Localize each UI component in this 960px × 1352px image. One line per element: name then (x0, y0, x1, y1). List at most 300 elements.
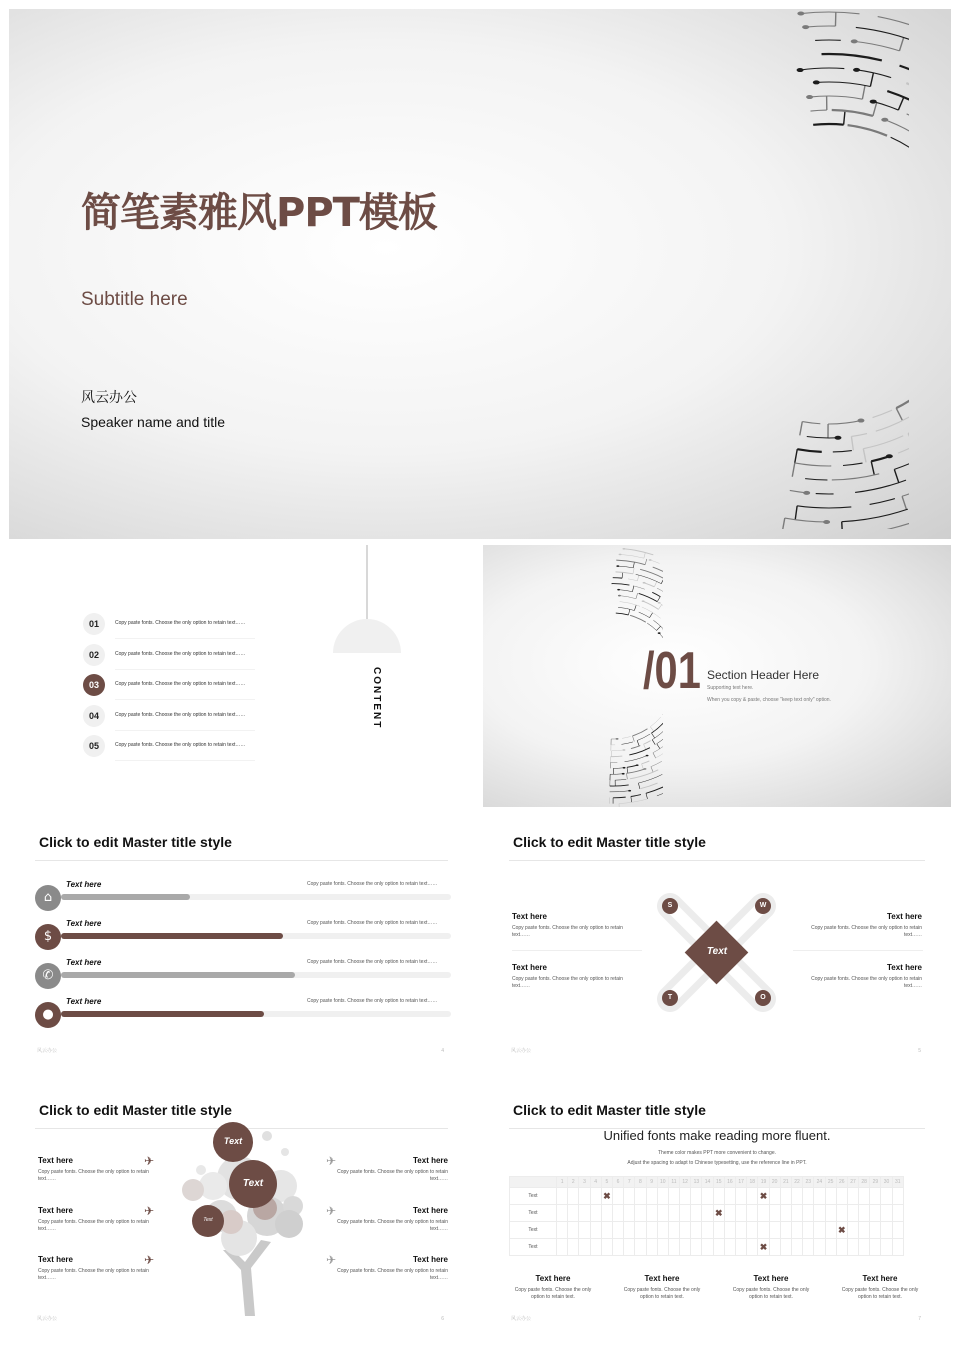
grid-col-header: 25 (825, 1177, 836, 1188)
company-name: 风云办公 (81, 390, 137, 406)
block-desc: Copy paste fonts. Choose the only option to retain text…… (38, 1169, 149, 1182)
footer-page-number: 6 (441, 1316, 444, 1322)
grid-cell[interactable] (646, 1188, 657, 1205)
schedule-grid (509, 1176, 904, 1256)
tree-block-right (326, 1203, 448, 1233)
grid-cell[interactable] (892, 1188, 903, 1205)
grid-cell[interactable] (736, 1239, 747, 1256)
grid-col-header: 9 (646, 1177, 657, 1188)
swot-cross-graphic (483, 822, 951, 1064)
grid-cell[interactable] (590, 1239, 601, 1256)
block-desc: Copy paste fonts. Choose the only option to retain text…… (337, 1218, 448, 1232)
grid-cell[interactable] (758, 1239, 769, 1256)
toc-divider (115, 669, 255, 670)
home-icon: ⌂ (35, 885, 61, 911)
grid-cell[interactable] (612, 1188, 623, 1205)
grid-col-header: 12 (680, 1177, 691, 1188)
grid-row-label: Text (510, 1222, 557, 1239)
block-desc: Copy paste fonts. Choose the only option to retain text…… (337, 1268, 448, 1281)
content-label: CONTENT (371, 667, 382, 730)
footer-left: 风云办公 (511, 1048, 532, 1054)
swot-divider-left (512, 950, 642, 951)
plane-icon: ✈ (144, 1253, 155, 1267)
slide-title-text: Click to edit Master title style (513, 834, 706, 850)
grid-cell[interactable] (635, 1205, 646, 1222)
grid-cell[interactable] (825, 1222, 836, 1239)
grid-col-header: 11 (668, 1177, 679, 1188)
swot-block-left-2 (512, 963, 637, 990)
grid-cell[interactable] (691, 1188, 702, 1205)
block-desc: Copy paste fonts. Choose the only option to retain text…… (512, 925, 623, 938)
grid-col-header: 8 (635, 1177, 646, 1188)
toc-divider (115, 638, 255, 639)
plane-icon: ✈ (326, 1203, 337, 1218)
grid-cell[interactable] (881, 1239, 892, 1256)
x-mark-icon: ✖ (838, 1224, 846, 1235)
grid-cell[interactable] (702, 1188, 713, 1205)
grid-cell[interactable] (736, 1222, 747, 1239)
grid-cell[interactable] (579, 1188, 590, 1205)
grid-cell[interactable] (691, 1205, 702, 1222)
note-desc: Copy paste fonts. Choose the only option to retain text. (841, 1287, 919, 1300)
tree-bubble-top: Text (223, 1136, 243, 1146)
calendar-note (727, 1274, 815, 1301)
grid-cell[interactable] (601, 1205, 612, 1222)
note-label: Text here (644, 1274, 680, 1283)
grid-cell[interactable] (568, 1239, 579, 1256)
grid-cell[interactable] (836, 1222, 847, 1239)
slide-calendar[interactable] (483, 1090, 951, 1332)
grid-cell[interactable] (881, 1205, 892, 1222)
grid-cell[interactable] (814, 1188, 825, 1205)
grid-cell[interactable] (847, 1188, 858, 1205)
grid-cell[interactable] (579, 1239, 590, 1256)
footer-left: 风云办公 (37, 1048, 58, 1054)
x-mark-icon: ✖ (759, 1241, 768, 1252)
grid-cell[interactable] (736, 1188, 747, 1205)
toc-number[interactable]: 03 (83, 674, 105, 696)
calendar-note (509, 1274, 597, 1301)
block-desc: Copy paste fonts. Choose the only option to retain text…… (337, 1169, 448, 1182)
grid-cell[interactable] (601, 1239, 612, 1256)
grid-col-header: 30 (881, 1177, 892, 1188)
grid-col-header: 21 (780, 1177, 791, 1188)
progress-track (61, 894, 451, 900)
grid-row-label: Text (510, 1188, 557, 1205)
row-desc: Copy paste fonts. Choose the only option to retain text…… (307, 920, 438, 926)
grid-cell[interactable] (747, 1205, 758, 1222)
grid-col-header: 18 (747, 1177, 758, 1188)
note-label: Text here (535, 1274, 571, 1283)
grid-cell[interactable] (769, 1239, 780, 1256)
row-label: Text here (66, 919, 102, 928)
grid-cell[interactable] (657, 1222, 668, 1239)
grid-cell[interactable] (814, 1205, 825, 1222)
row-desc: Copy paste fonts. Choose the only option to retain text…… (307, 881, 438, 887)
grid-cell[interactable] (691, 1222, 702, 1239)
grid-cell[interactable] (702, 1222, 713, 1239)
swot-letter-t: T (667, 994, 673, 1001)
block-desc: Copy paste fonts. Choose the only option to retain text…… (38, 1268, 149, 1281)
plane-icon: ✈ (326, 1154, 337, 1168)
grid-cell[interactable] (825, 1188, 836, 1205)
grid-cell[interactable] (758, 1222, 769, 1239)
grid-cell[interactable] (646, 1222, 657, 1239)
grid-col-header: 5 (601, 1177, 612, 1188)
grid-cell[interactable] (557, 1188, 568, 1205)
grid-col-header: 10 (657, 1177, 668, 1188)
block-desc: Copy paste fonts. Choose the only option to retain text…… (811, 976, 922, 989)
block-label: Text here (413, 1156, 448, 1165)
grid-col-header: 28 (859, 1177, 870, 1188)
grid-cell[interactable] (668, 1188, 679, 1205)
grid-cell[interactable] (892, 1239, 903, 1256)
grid-cell[interactable] (791, 1239, 802, 1256)
grid-cell[interactable] (680, 1205, 691, 1222)
block-label: Text here (887, 963, 922, 972)
grid-cell[interactable] (881, 1188, 892, 1205)
grid-cell[interactable] (713, 1239, 724, 1256)
slide-progress[interactable] (9, 822, 474, 1064)
grid-cell[interactable] (870, 1239, 881, 1256)
grid-cell[interactable] (791, 1222, 802, 1239)
slide-title[interactable] (9, 9, 951, 539)
grid-col-header: 16 (724, 1177, 735, 1188)
grid-col-header: 26 (836, 1177, 847, 1188)
toc-item-text[interactable]: Copy paste fonts. Choose the only option to retain text…… (115, 681, 246, 687)
grid-cell[interactable] (758, 1188, 769, 1205)
grid-cell[interactable] (758, 1205, 769, 1222)
grid-cell[interactable] (836, 1239, 847, 1256)
circuit-arc-graphic-small (483, 545, 663, 807)
grid-cell[interactable] (870, 1188, 881, 1205)
grid-col-header: 13 (691, 1177, 702, 1188)
subtitle: Subtitle here (81, 289, 188, 310)
grid-cell[interactable] (612, 1222, 623, 1239)
grid-cell[interactable] (646, 1239, 657, 1256)
swot-letter-o: O (760, 994, 766, 1001)
tree-block-left (38, 1156, 158, 1183)
toc-item-text[interactable]: Copy paste fonts. Choose the only option to retain text…… (115, 650, 246, 657)
grid-col-header: 29 (870, 1177, 881, 1188)
grid-cell[interactable] (847, 1205, 858, 1222)
grid-col-header: 27 (847, 1177, 858, 1188)
grid-corner (510, 1177, 557, 1188)
grid-col-header: 2 (568, 1177, 579, 1188)
grid-cell[interactable] (680, 1188, 691, 1205)
section-header: Section Header Here (707, 668, 820, 682)
note-label: Text here (753, 1274, 789, 1283)
phone-icon: ✆ (35, 963, 61, 989)
note-desc: Copy paste fonts. Choose the only option to retain text. (514, 1287, 592, 1300)
grid-cell[interactable] (691, 1239, 702, 1256)
grid-cell[interactable] (579, 1222, 590, 1239)
grid-col-header: 17 (736, 1177, 747, 1188)
slide-tree[interactable] (9, 1090, 474, 1332)
grid-cell[interactable] (568, 1188, 579, 1205)
section-number: /01 (643, 642, 701, 700)
grid-cell[interactable] (557, 1205, 568, 1222)
grid-row-label: Text (510, 1239, 557, 1256)
grid-cell[interactable] (657, 1205, 668, 1222)
swot-divider-right (793, 950, 923, 951)
grid-cell[interactable] (646, 1205, 657, 1222)
grid-cell[interactable] (814, 1239, 825, 1256)
swot-letter-w: W (759, 902, 767, 909)
swot-block-right-2 (798, 963, 922, 990)
progress-fill (61, 972, 295, 978)
toc-divider (115, 730, 255, 731)
x-mark-icon: ✖ (759, 1190, 768, 1201)
slide-section[interactable] (483, 545, 951, 807)
grid-cell[interactable] (624, 1205, 635, 1222)
row-desc: Copy paste fonts. Choose the only option to retain text…… (307, 959, 438, 965)
note-desc: Copy paste fonts. Choose the only option to retain text. (732, 1287, 810, 1300)
grid-cell[interactable] (859, 1205, 870, 1222)
grid-cell[interactable] (568, 1222, 579, 1239)
grid-cell[interactable] (747, 1222, 758, 1239)
row-desc: Copy paste fonts. Choose the only option to retain text…… (307, 998, 438, 1004)
grid-col-header: 20 (769, 1177, 780, 1188)
grid-cell[interactable] (836, 1188, 847, 1205)
grid-cell[interactable] (579, 1205, 590, 1222)
headline: Unified fonts make reading more fluent. (603, 1128, 831, 1143)
grid-cell[interactable] (859, 1239, 870, 1256)
title-divider (35, 860, 448, 861)
grid-cell[interactable] (847, 1239, 858, 1256)
grid-col-header: 7 (624, 1177, 635, 1188)
slide-title-text: Click to edit Master title style (513, 1102, 706, 1118)
slide-title-text: Click to edit Master title style (39, 1102, 232, 1118)
grid-row (510, 1188, 904, 1205)
grid-cell[interactable] (859, 1222, 870, 1239)
footer-left: 风云办公 (511, 1316, 532, 1322)
grid-cell[interactable] (825, 1239, 836, 1256)
grid-cell[interactable] (702, 1239, 713, 1256)
slide-contents[interactable] (9, 545, 474, 807)
x-mark-icon: ✖ (603, 1190, 611, 1201)
grid-row (510, 1205, 904, 1222)
toc-number[interactable]: 05 (83, 735, 105, 757)
grid-cell[interactable] (590, 1205, 601, 1222)
grid-cell[interactable] (780, 1222, 791, 1239)
grid-cell[interactable] (635, 1239, 646, 1256)
user-icon: ● (35, 1002, 61, 1028)
plane-icon: ✈ (326, 1253, 337, 1267)
calendar-note (618, 1274, 706, 1301)
grid-cell[interactable] (847, 1222, 858, 1239)
row-label: Text here (66, 880, 102, 889)
grid-cell[interactable] (859, 1188, 870, 1205)
grid-cell[interactable] (780, 1188, 791, 1205)
grid-cell[interactable] (713, 1222, 724, 1239)
grid-cell[interactable] (635, 1222, 646, 1239)
grid-cell[interactable] (836, 1205, 847, 1222)
circuit-arc-graphic (489, 9, 909, 529)
grid-cell[interactable] (668, 1205, 679, 1222)
grid-cell[interactable] (769, 1205, 780, 1222)
grid-cell[interactable] (803, 1188, 814, 1205)
toc-item-text[interactable]: Copy paste fonts. Choose the only option to retain text…… (115, 711, 246, 718)
grid-col-header: 22 (791, 1177, 802, 1188)
footer-page-number: 4 (441, 1048, 444, 1054)
block-label: Text here (512, 963, 547, 972)
swot-block-right-1 (798, 912, 922, 939)
grid-cell[interactable] (724, 1205, 735, 1222)
grid-cell[interactable] (724, 1188, 735, 1205)
calendar-note (836, 1274, 924, 1301)
plane-icon: ✈ (144, 1154, 155, 1168)
progress-track (61, 933, 451, 939)
row-label: Text here (66, 958, 102, 967)
grid-cell[interactable] (702, 1205, 713, 1222)
grid-cell[interactable] (557, 1239, 568, 1256)
block-desc: Copy paste fonts. Choose the only option to retain text…… (38, 1218, 149, 1232)
tree-block-left (38, 1255, 158, 1282)
grid-cell[interactable] (590, 1222, 601, 1239)
block-label: Text here (512, 912, 547, 921)
grid-cell[interactable] (601, 1222, 612, 1239)
plane-icon: ✈ (144, 1203, 155, 1218)
block-desc: Copy paste fonts. Choose the only option to retain text…… (512, 976, 623, 989)
toc-divider (115, 760, 255, 761)
grid-cell[interactable] (668, 1239, 679, 1256)
grid-cell[interactable] (624, 1188, 635, 1205)
slide-swot[interactable] (483, 822, 951, 1064)
title-heading: 简笔素雅风PPT模板 (81, 190, 437, 236)
supporting-text: Supporting text here. (707, 685, 754, 691)
grid-cell[interactable] (590, 1188, 601, 1205)
tree-block-right (328, 1156, 448, 1183)
grid-row-label: Text (510, 1205, 557, 1222)
grid-cell[interactable] (568, 1205, 579, 1222)
x-mark-icon: ✖ (714, 1207, 723, 1218)
swot-center-label: Text (706, 946, 728, 957)
grid-cell[interactable] (724, 1222, 735, 1239)
grid-col-header: 6 (612, 1177, 623, 1188)
block-desc: Copy paste fonts. Choose the only option to retain text…… (811, 925, 922, 938)
grid-cell[interactable] (892, 1222, 903, 1239)
grid-cell[interactable] (814, 1222, 825, 1239)
section-note: When you copy & paste, choose "keep text only" option. (707, 697, 831, 703)
grid-cell[interactable] (769, 1188, 780, 1205)
toc-number[interactable]: 01 (83, 613, 105, 635)
lamp-shade (333, 619, 401, 653)
grid-cell[interactable] (601, 1188, 612, 1205)
block-label: Text here (38, 1205, 73, 1215)
progress-track (61, 972, 451, 978)
grid-cell[interactable] (624, 1239, 635, 1256)
note-desc: Copy paste fonts. Choose the only option to retain text. (623, 1287, 701, 1300)
footer-page-number: 7 (918, 1316, 921, 1322)
grid-cell[interactable] (612, 1205, 623, 1222)
slide-title-text: Click to edit Master title style (39, 834, 232, 850)
grid-cell[interactable] (557, 1222, 568, 1239)
grid-col-header: 14 (702, 1177, 713, 1188)
block-label: Text here (887, 912, 922, 921)
grid-cell[interactable] (870, 1205, 881, 1222)
grid-cell[interactable] (780, 1239, 791, 1256)
grid-col-header: 1 (557, 1177, 568, 1188)
sub-line-1: Theme color makes PPT more convenient to change. (657, 1150, 777, 1156)
grid-col-header: 4 (590, 1177, 601, 1188)
block-label: Text here (413, 1205, 448, 1215)
grid-cell[interactable] (769, 1222, 780, 1239)
grid-cell[interactable] (724, 1239, 735, 1256)
money-icon: $ (35, 924, 61, 950)
block-label: Text here (38, 1156, 73, 1165)
swot-letter-s: S (667, 902, 673, 909)
progress-track (61, 1011, 451, 1017)
toc-item-text[interactable]: Copy paste fonts. Choose the only option to retain text…… (115, 620, 246, 626)
tree-block-left (38, 1203, 158, 1233)
footer-left: 风云办公 (37, 1316, 58, 1322)
grid-cell[interactable] (870, 1222, 881, 1239)
speaker-name: Speaker name and title (81, 414, 225, 430)
grid-cell[interactable] (680, 1222, 691, 1239)
note-label: Text here (862, 1274, 898, 1283)
grid-header-row (510, 1177, 904, 1188)
grid-cell[interactable] (747, 1188, 758, 1205)
grid-cell[interactable] (892, 1205, 903, 1222)
block-label: Text here (38, 1255, 73, 1264)
grid-cell[interactable] (803, 1239, 814, 1256)
grid-cell[interactable] (657, 1239, 668, 1256)
toc-number[interactable]: 04 (83, 705, 105, 727)
grid-cell[interactable] (668, 1222, 679, 1239)
grid-cell[interactable] (713, 1188, 724, 1205)
swot-block-left-1 (512, 912, 637, 939)
grid-cell[interactable] (657, 1188, 668, 1205)
grid-cell[interactable] (747, 1239, 758, 1256)
block-label: Text here (413, 1255, 448, 1264)
grid-col-header: 15 (713, 1177, 724, 1188)
grid-col-header: 31 (892, 1177, 903, 1188)
grid-cell[interactable] (791, 1188, 802, 1205)
grid-cell[interactable] (881, 1222, 892, 1239)
grid-cell[interactable] (624, 1222, 635, 1239)
grid-cell[interactable] (713, 1205, 724, 1222)
tree-block-right (328, 1255, 448, 1282)
sub-line-2: Adjust the spacing to adapt to Chinese typesetting, use the reference line in PPT. (627, 1160, 807, 1166)
grid-cell[interactable] (736, 1205, 747, 1222)
grid-cell[interactable] (803, 1222, 814, 1239)
grid-cell[interactable] (780, 1205, 791, 1222)
grid-cell[interactable] (791, 1205, 802, 1222)
grid-row (510, 1239, 904, 1256)
footer-page-number: 5 (918, 1048, 921, 1054)
grid-cell[interactable] (612, 1239, 623, 1256)
progress-fill (61, 1011, 264, 1017)
grid-cell[interactable] (680, 1239, 691, 1256)
tree-bubble-mid: Text (242, 1178, 264, 1189)
progress-fill (61, 894, 190, 900)
progress-fill (61, 933, 283, 939)
grid-col-header: 23 (803, 1177, 814, 1188)
grid-cell[interactable] (803, 1205, 814, 1222)
toc-divider (115, 699, 255, 700)
grid-col-header: 24 (814, 1177, 825, 1188)
grid-cell[interactable] (635, 1188, 646, 1205)
toc-number[interactable]: 02 (83, 644, 105, 666)
lamp-cord (366, 545, 368, 623)
grid-row (510, 1222, 904, 1239)
row-label: Text here (66, 997, 102, 1006)
toc-item-text[interactable]: Copy paste fonts. Choose the only option to retain text…… (115, 742, 246, 748)
grid-cell[interactable] (825, 1205, 836, 1222)
grid-col-header: 19 (758, 1177, 769, 1188)
tree-bubble-small: Text (203, 1217, 213, 1223)
